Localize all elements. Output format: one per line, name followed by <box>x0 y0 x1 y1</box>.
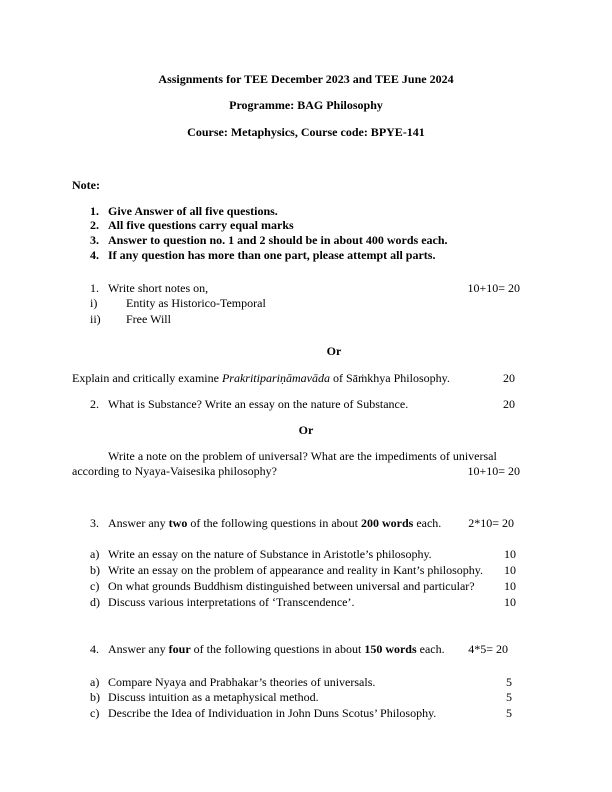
q1-alternative <box>72 371 450 385</box>
q4-part-c-marks: 5 <box>506 706 512 720</box>
q1-number: 1. <box>90 281 99 295</box>
note-item-2: All five questions carry equal marks <box>108 218 294 232</box>
q1-alt-post: of Sāṁkhya Philosophy. <box>329 371 450 385</box>
q1-part-i: Entity as Historico-Temporal <box>126 296 266 310</box>
q1-part-ii-number: ii) <box>90 312 101 326</box>
q3-part-c: On what grounds Buddhism distinguished between universal and particular? <box>108 579 475 593</box>
q3-marks: 2*10= 20 <box>468 516 514 530</box>
q4-count: four <box>168 642 191 656</box>
q1-part-i-number: i) <box>90 296 98 310</box>
q4-part-c-number: c) <box>90 706 100 720</box>
q4-post: each. <box>416 642 445 656</box>
q3-post: each. <box>413 516 442 530</box>
note-item-4-number: 4. <box>90 248 99 262</box>
note-item-1: Give Answer of all five questions. <box>108 204 278 218</box>
q3-part-a-number: a) <box>90 547 100 561</box>
q1-alt-marks: 20 <box>503 371 515 385</box>
document-title: Assignments for TEE December 2023 and TEE June 2024 <box>158 72 454 86</box>
q4-part-a-number: a) <box>90 675 100 689</box>
q3-part-d: Discuss various interpretations of ‘Transcendence’. <box>108 595 355 609</box>
q4-pre: Answer any <box>108 642 169 656</box>
q3-part-d-marks: 10 <box>504 595 516 609</box>
q1-alt-italic: Prakritipariṇāmavāda <box>221 371 330 385</box>
q3-count: two <box>168 516 188 530</box>
q3-part-c-number: c) <box>90 579 100 593</box>
q3-part-d-number: d) <box>90 595 100 609</box>
q3-part-b-number: b) <box>90 563 100 577</box>
q4-part-c: Describe the Idea of Individuation in John Duns Scotus’ Philosophy. <box>108 706 437 720</box>
note-item-1-number: 1. <box>90 204 99 218</box>
q3-part-b: Write an essay on the problem of appearance and reality in Kant’s philosophy. <box>108 563 483 577</box>
q2-alt-line1: Write a note on the problem of universal? What are the impediments of universal <box>108 449 497 463</box>
q1-part-ii: Free Will <box>126 312 171 326</box>
q2-marks: 20 <box>503 397 515 411</box>
q4-part-b-marks: 5 <box>506 690 512 704</box>
course-line: Course: Metaphysics, Course code: BPYE-141 <box>187 125 425 139</box>
note-item-3: Answer to question no. 1 and 2 should be in about 400 words each. <box>108 233 448 247</box>
q4-instruction <box>108 642 445 656</box>
q1-text: Write short notes on, <box>108 281 209 295</box>
q3-part-a-marks: 10 <box>504 547 516 561</box>
programme-line: Programme: BAG Philosophy <box>229 98 383 112</box>
q4-number: 4. <box>90 642 99 656</box>
note-item-2-number: 2. <box>90 218 99 232</box>
q3-number: 3. <box>90 516 99 530</box>
q3-mid: of the following questions in about <box>187 516 361 530</box>
q4-part-a-marks: 5 <box>506 675 512 689</box>
q3-part-b-marks: 10 <box>504 563 516 577</box>
q2-alt-marks: 10+10= 20 <box>467 464 520 478</box>
q3-instruction <box>108 516 441 530</box>
q1-or: Or <box>326 344 342 358</box>
q4-part-b-number: b) <box>90 690 100 704</box>
q4-part-a: Compare Nyaya and Prabhakar’s theories of universals. <box>108 675 376 689</box>
note-item-4: If any question has more than one part, please attempt all parts. <box>108 248 436 262</box>
q4-part-b: Discuss intuition as a metaphysical method. <box>108 690 319 704</box>
q4-marks: 4*5= 20 <box>468 642 508 656</box>
q4-mid: of the following questions in about <box>190 642 365 656</box>
q3-words: 200 words <box>360 516 414 530</box>
note-label: Note: <box>72 178 100 192</box>
q1-marks: 10+10= 20 <box>467 281 520 295</box>
q2-alt-line2: according to Nyaya-Vaisesika philosophy? <box>72 464 277 478</box>
q4-words: 150 words <box>364 642 417 656</box>
q2-text: What is Substance? Write an essay on the nature of Substance. <box>108 397 409 411</box>
q3-part-a: Write an essay on the nature of Substance in Aristotle’s philosophy. <box>108 547 432 561</box>
q3-pre: Answer any <box>108 516 169 530</box>
note-item-3-number: 3. <box>90 233 99 247</box>
q3-part-c-marks: 10 <box>504 579 516 593</box>
q2-or: Or <box>298 423 314 437</box>
q1-alt-pre: Explain and critically examine <box>72 371 222 385</box>
q2-number: 2. <box>90 397 99 411</box>
